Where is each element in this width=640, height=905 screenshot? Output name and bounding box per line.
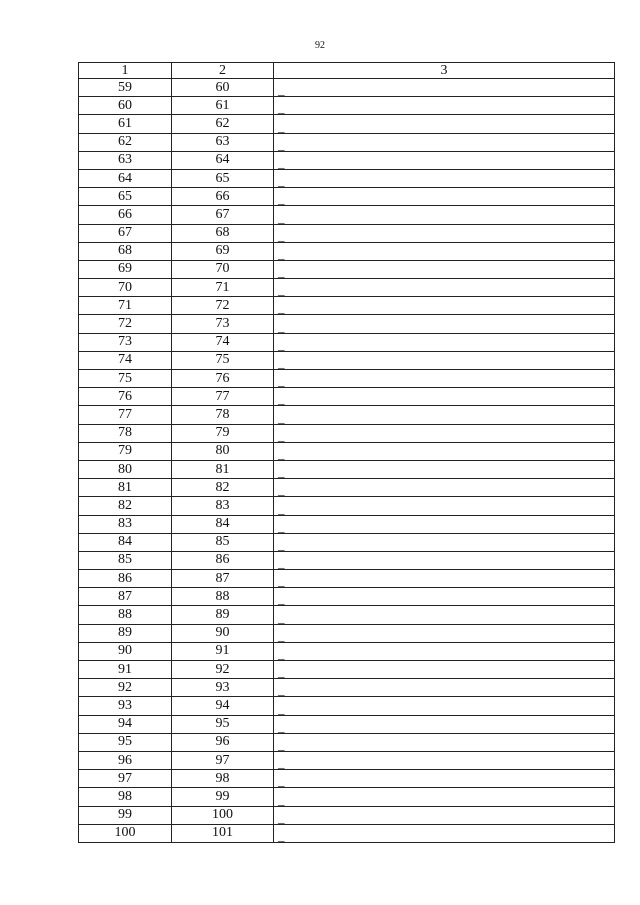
cell-col-3: _: [274, 806, 615, 824]
cell-col-1: 81: [79, 479, 172, 497]
table-row: [79, 751, 615, 769]
cell-col-1: 68: [79, 242, 172, 260]
cell-col-1: 96: [79, 751, 172, 769]
cell-col-2: 97: [172, 751, 274, 769]
cell-col-1: 59: [79, 79, 172, 97]
column-header-3: 3: [274, 63, 615, 79]
header-row: [79, 63, 615, 79]
cell-col-1: 77: [79, 406, 172, 424]
cell-col-2: 68: [172, 224, 274, 242]
data-table: [78, 62, 615, 843]
cell-col-3: _: [274, 206, 615, 224]
cell-col-1: 72: [79, 315, 172, 333]
cell-col-2: 69: [172, 242, 274, 260]
column-header-1: 1: [79, 63, 172, 79]
table-row: [79, 169, 615, 187]
cell-col-1: 92: [79, 679, 172, 697]
table-row: [79, 388, 615, 406]
table-row: [79, 115, 615, 133]
table-row: [79, 806, 615, 824]
table-row: [79, 315, 615, 333]
cell-col-3: _: [274, 624, 615, 642]
table-row: [79, 479, 615, 497]
table-row: [79, 297, 615, 315]
cell-col-2: 75: [172, 351, 274, 369]
column-header-2: 2: [172, 63, 274, 79]
cell-col-1: 88: [79, 606, 172, 624]
cell-col-3: _: [274, 824, 615, 842]
table-row: [79, 770, 615, 788]
cell-col-2: 72: [172, 297, 274, 315]
cell-col-1: 82: [79, 497, 172, 515]
table-row: [79, 370, 615, 388]
cell-col-2: 89: [172, 606, 274, 624]
table-row: [79, 570, 615, 588]
cell-col-2: 88: [172, 588, 274, 606]
cell-col-2: 79: [172, 424, 274, 442]
cell-col-2: 64: [172, 151, 274, 169]
cell-col-3: _: [274, 351, 615, 369]
cell-col-2: 93: [172, 679, 274, 697]
table-row: [79, 515, 615, 533]
cell-col-1: 91: [79, 661, 172, 679]
table-row: [79, 588, 615, 606]
cell-col-1: 98: [79, 788, 172, 806]
cell-col-1: 83: [79, 515, 172, 533]
cell-col-2: 91: [172, 642, 274, 660]
cell-col-3: _: [274, 606, 615, 624]
cell-col-3: _: [274, 460, 615, 478]
cell-col-1: 87: [79, 588, 172, 606]
cell-col-2: 65: [172, 169, 274, 187]
cell-col-1: 80: [79, 460, 172, 478]
cell-col-2: 101: [172, 824, 274, 842]
cell-col-3: _: [274, 697, 615, 715]
cell-col-2: 99: [172, 788, 274, 806]
table-row: [79, 679, 615, 697]
cell-col-2: 63: [172, 133, 274, 151]
table-row: [79, 279, 615, 297]
cell-col-1: 63: [79, 151, 172, 169]
cell-col-1: 84: [79, 533, 172, 551]
table-row: [79, 606, 615, 624]
cell-col-1: 78: [79, 424, 172, 442]
cell-col-1: 85: [79, 551, 172, 569]
table-row: [79, 260, 615, 278]
cell-col-2: 94: [172, 697, 274, 715]
cell-col-3: _: [274, 661, 615, 679]
cell-col-2: 95: [172, 715, 274, 733]
cell-col-3: _: [274, 370, 615, 388]
cell-col-1: 71: [79, 297, 172, 315]
table-row: [79, 206, 615, 224]
cell-col-1: 95: [79, 733, 172, 751]
table-row: [79, 824, 615, 842]
cell-col-2: 77: [172, 388, 274, 406]
cell-col-3: _: [274, 479, 615, 497]
cell-col-3: _: [274, 642, 615, 660]
cell-col-3: _: [274, 515, 615, 533]
cell-col-2: 74: [172, 333, 274, 351]
table-row: [79, 188, 615, 206]
cell-col-1: 97: [79, 770, 172, 788]
table-row: [79, 497, 615, 515]
cell-col-3: _: [274, 551, 615, 569]
table-row: [79, 442, 615, 460]
table-row: [79, 424, 615, 442]
cell-col-1: 67: [79, 224, 172, 242]
cell-col-1: 64: [79, 169, 172, 187]
table-row: [79, 624, 615, 642]
cell-col-2: 67: [172, 206, 274, 224]
table-row: [79, 788, 615, 806]
table-row: [79, 661, 615, 679]
cell-col-3: _: [274, 570, 615, 588]
cell-col-1: 75: [79, 370, 172, 388]
table-row: [79, 97, 615, 115]
cell-col-2: 76: [172, 370, 274, 388]
cell-col-1: 74: [79, 351, 172, 369]
cell-col-2: 85: [172, 533, 274, 551]
cell-col-2: 60: [172, 79, 274, 97]
cell-col-3: _: [274, 151, 615, 169]
cell-col-3: _: [274, 224, 615, 242]
table-body: [79, 79, 615, 843]
table-row: [79, 133, 615, 151]
cell-col-3: _: [274, 715, 615, 733]
cell-col-3: _: [274, 424, 615, 442]
cell-col-3: _: [274, 406, 615, 424]
cell-col-2: 90: [172, 624, 274, 642]
cell-col-2: 87: [172, 570, 274, 588]
cell-col-2: 73: [172, 315, 274, 333]
page-number: 92: [315, 40, 325, 51]
cell-col-1: 61: [79, 115, 172, 133]
cell-col-3: _: [274, 733, 615, 751]
cell-col-2: 100: [172, 806, 274, 824]
cell-col-2: 81: [172, 460, 274, 478]
cell-col-1: 76: [79, 388, 172, 406]
cell-col-3: _: [274, 442, 615, 460]
cell-col-2: 98: [172, 770, 274, 788]
table-row: [79, 224, 615, 242]
table-row: [79, 406, 615, 424]
cell-col-3: _: [274, 97, 615, 115]
table-row: [79, 242, 615, 260]
cell-col-1: 70: [79, 279, 172, 297]
cell-col-2: 66: [172, 188, 274, 206]
cell-col-2: 82: [172, 479, 274, 497]
cell-col-1: 60: [79, 97, 172, 115]
cell-col-2: 71: [172, 279, 274, 297]
cell-col-2: 61: [172, 97, 274, 115]
cell-col-1: 100: [79, 824, 172, 842]
cell-col-3: _: [274, 333, 615, 351]
table-row: [79, 333, 615, 351]
cell-col-2: 78: [172, 406, 274, 424]
cell-col-1: 90: [79, 642, 172, 660]
table-row: [79, 351, 615, 369]
table-row: [79, 697, 615, 715]
cell-col-2: 96: [172, 733, 274, 751]
cell-col-2: 70: [172, 260, 274, 278]
cell-col-3: _: [274, 133, 615, 151]
cell-col-2: 92: [172, 661, 274, 679]
cell-col-3: _: [274, 533, 615, 551]
cell-col-3: _: [274, 788, 615, 806]
cell-col-3: _: [274, 115, 615, 133]
cell-col-1: 93: [79, 697, 172, 715]
cell-col-2: 62: [172, 115, 274, 133]
cell-col-2: 80: [172, 442, 274, 460]
cell-col-1: 79: [79, 442, 172, 460]
cell-col-1: 99: [79, 806, 172, 824]
cell-col-2: 84: [172, 515, 274, 533]
cell-col-3: _: [274, 388, 615, 406]
table-row: [79, 79, 615, 97]
table-row: [79, 733, 615, 751]
cell-col-3: _: [274, 242, 615, 260]
cell-col-1: 66: [79, 206, 172, 224]
cell-col-3: _: [274, 588, 615, 606]
table-header: [79, 63, 615, 79]
cell-col-3: _: [274, 297, 615, 315]
table-row: [79, 460, 615, 478]
cell-col-3: _: [274, 169, 615, 187]
cell-col-1: 86: [79, 570, 172, 588]
table-row: [79, 642, 615, 660]
cell-col-1: 65: [79, 188, 172, 206]
cell-col-1: 73: [79, 333, 172, 351]
cell-col-2: 83: [172, 497, 274, 515]
cell-col-3: _: [274, 188, 615, 206]
table-row: [79, 151, 615, 169]
cell-col-3: _: [274, 497, 615, 515]
table-row: [79, 533, 615, 551]
cell-col-3: _: [274, 751, 615, 769]
cell-col-1: 94: [79, 715, 172, 733]
table-row: [79, 551, 615, 569]
cell-col-3: _: [274, 279, 615, 297]
cell-col-3: _: [274, 315, 615, 333]
cell-col-1: 89: [79, 624, 172, 642]
cell-col-3: _: [274, 260, 615, 278]
cell-col-1: 62: [79, 133, 172, 151]
cell-col-3: _: [274, 79, 615, 97]
cell-col-1: 69: [79, 260, 172, 278]
cell-col-3: _: [274, 679, 615, 697]
cell-col-3: _: [274, 770, 615, 788]
table-row: [79, 715, 615, 733]
cell-col-2: 86: [172, 551, 274, 569]
